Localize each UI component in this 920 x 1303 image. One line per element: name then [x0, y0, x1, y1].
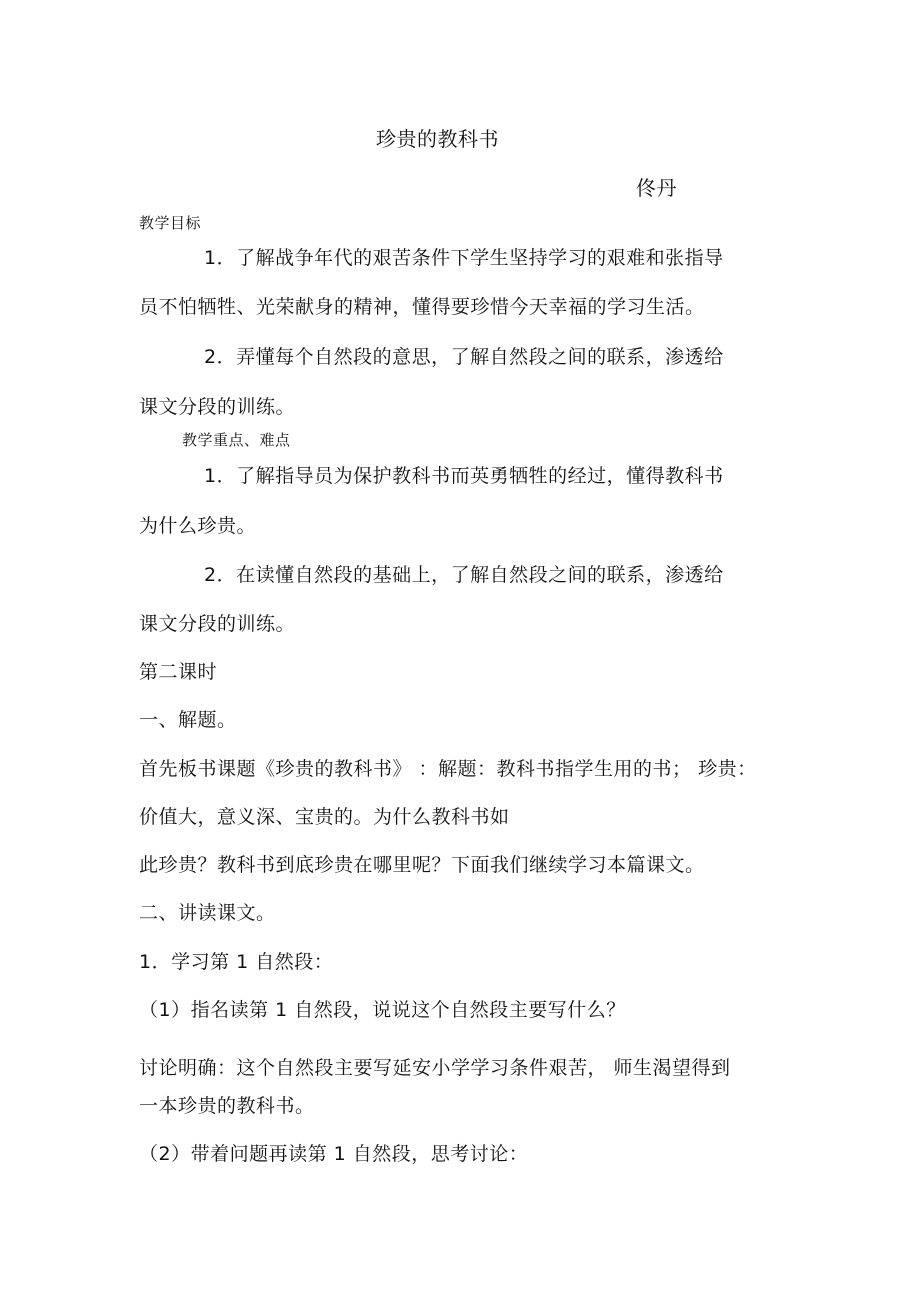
goal-2-line-1: 2．弄懂每个自然段的意思，了解自然段之间的联系，渗透给 — [204, 346, 724, 368]
part-1-line-2: 价值大，意义深、宝贵的。为什么教科书如 — [139, 806, 510, 828]
goal-2-line-2: 课文分段的训练。 — [139, 396, 296, 418]
part-1-line-3: 此珍贵？教科书到底珍贵在哪里呢？下面我们继续学习本篇课文。 — [139, 854, 705, 876]
step-1: （1）指名读第 1 自然段，说说这个自然段主要写什么？ — [139, 999, 626, 1021]
goal-1-line-2: 员不怕牺牲、光荣献身的精神，懂得要珍惜今天幸福的学习生活。 — [139, 296, 705, 318]
key-1-line-1: 1．了解指导员为保护教科书而英勇牺牲的经过，懂得教科书 — [204, 465, 724, 487]
discussion-line-2: 一本珍贵的教科书。 — [139, 1095, 315, 1117]
goal-1-line-1: 1．了解战争年代的艰苦条件下学生坚持学习的艰难和张指导 — [204, 247, 724, 269]
document-title: 珍贵的教科书 — [376, 127, 499, 151]
author-name: 佟丹 — [636, 176, 677, 200]
discussion-line-1: 讨论明确：这个自然段主要写延安小学学习条件艰苦， 师生渴望得到 — [139, 1057, 731, 1079]
key-1-line-2: 为什么珍贵。 — [139, 515, 257, 537]
key-2-line-1: 2．在读懂自然段的基础上，了解自然段之间的联系，渗透给 — [204, 564, 724, 586]
study-1-heading: 1．学习第 1 自然段： — [139, 951, 334, 973]
part-1-heading: 一、解题。 — [139, 709, 237, 731]
part-1-line-1: 首先板书课题《珍贵的教科书》 ：解题：教科书指学生用的书； 珍贵： — [139, 758, 757, 780]
goals-heading: 教学目标 — [139, 214, 202, 232]
lesson-heading: 第二课时 — [139, 661, 218, 683]
key-points-heading: 教学重点、难点 — [182, 431, 291, 449]
key-2-line-2: 课文分段的训练。 — [139, 613, 296, 635]
part-2-heading: 二、讲读课文。 — [139, 902, 276, 924]
step-2: （2）带着问题再读第 1 自然段，思考讨论： — [139, 1143, 529, 1165]
